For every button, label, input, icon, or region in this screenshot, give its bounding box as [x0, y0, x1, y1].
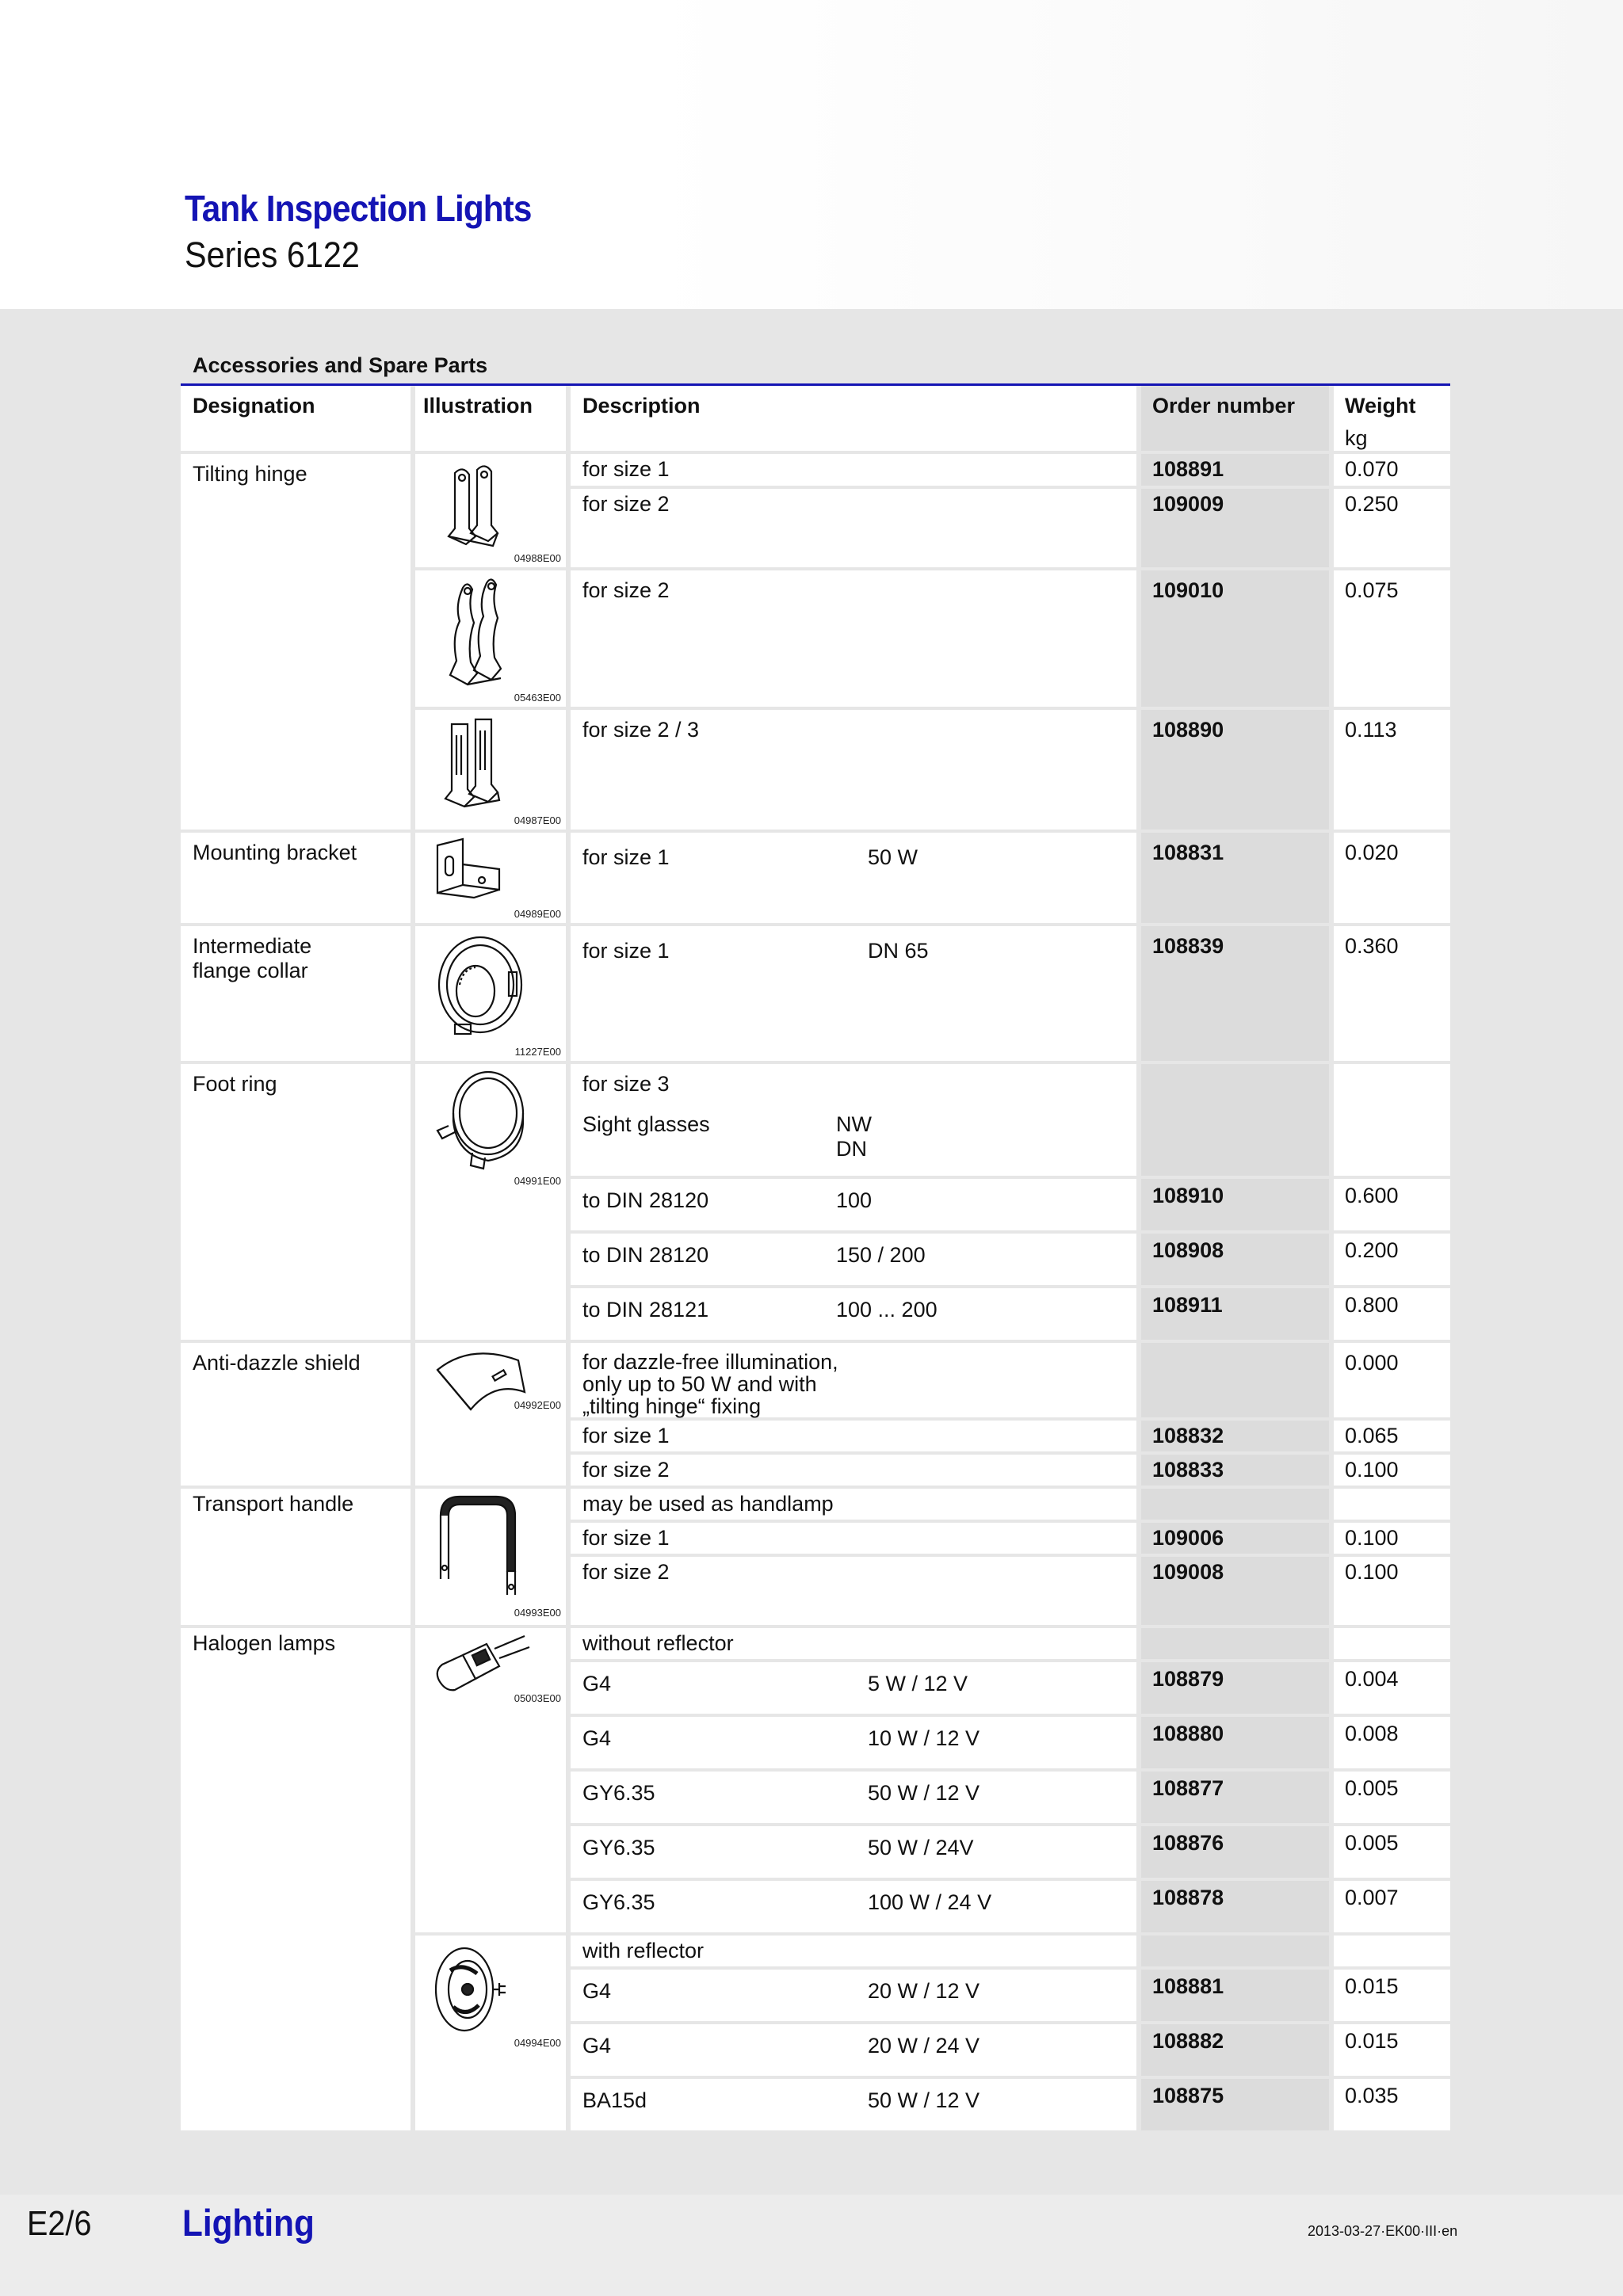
weight: 0.007	[1334, 1881, 1450, 1936]
order-number: 108831	[1141, 833, 1334, 926]
order-number: 108908	[1141, 1234, 1334, 1288]
order-number: 109008	[1141, 1557, 1334, 1628]
illustration-cell: 04992E00	[415, 1343, 571, 1489]
section-title: Accessories and Spare Parts	[193, 353, 488, 377]
illustration-cell: 05003E00	[415, 1628, 571, 1936]
description-cell: to DIN 28120 150 / 200	[571, 1234, 1141, 1288]
description-cell: for size 1 50 W	[571, 833, 1141, 926]
col-header-description: Description	[571, 386, 1141, 454]
weight: 0.000	[1334, 1343, 1450, 1421]
order-number	[1141, 1489, 1334, 1523]
description-cell: to DIN 28120 100	[571, 1179, 1141, 1234]
weight: 0.005	[1334, 1772, 1450, 1826]
description-cell: G4 20 W / 12 V	[571, 1970, 1141, 2024]
document-reference: 2013-03-27·EK00·III·en	[1308, 2223, 1458, 2239]
order-number: 108910	[1141, 1179, 1334, 1234]
table-row	[181, 1064, 1450, 1179]
illustration-cell: 05463E00	[415, 570, 571, 710]
order-number: 109010	[1141, 570, 1334, 710]
description-cell: to DIN 28121 100 ... 200	[571, 1288, 1141, 1343]
designation-flange-collar: Intermediate flange collar	[181, 926, 415, 1064]
description-cell: GY6.35 50 W / 24V	[571, 1826, 1141, 1881]
halogen-reflector-icon	[431, 1939, 542, 2042]
description-cell: for size 1	[571, 1523, 1141, 1557]
weight	[1334, 1936, 1450, 1970]
weight: 0.100	[1334, 1455, 1450, 1489]
illustration-cell: 04988E00	[415, 454, 571, 570]
order-number	[1141, 1936, 1334, 1970]
designation-foot-ring: Foot ring	[181, 1064, 415, 1343]
description-cell: may be used as handlamp	[571, 1489, 1141, 1523]
table-row	[181, 926, 1450, 1064]
order-number: 108875	[1141, 2079, 1334, 2134]
table-row	[181, 1343, 1450, 1421]
col-header-weight: Weight kg	[1334, 386, 1450, 454]
weight	[1334, 1489, 1450, 1523]
order-number: 108882	[1141, 2024, 1334, 2079]
table-header-row	[181, 386, 1450, 454]
order-number: 108878	[1141, 1881, 1334, 1936]
weight: 0.100	[1334, 1523, 1450, 1557]
order-number: 108881	[1141, 1970, 1334, 2024]
description-cell: GY6.35 50 W / 12 V	[571, 1772, 1141, 1826]
page-subtitle: Series 6122	[185, 235, 360, 275]
description-cell: with reflector	[571, 1936, 1141, 1970]
illustration-cell: 04993E00	[415, 1489, 571, 1628]
weight: 0.005	[1334, 1826, 1450, 1881]
order-number: 108880	[1141, 1717, 1334, 1772]
weight: 0.065	[1334, 1421, 1450, 1455]
weight: 0.015	[1334, 2024, 1450, 2079]
designation-halogen-lamps: Halogen lamps	[181, 1628, 415, 2134]
order-number	[1141, 1628, 1334, 1662]
description-cell: for size 2 / 3	[571, 710, 1141, 833]
order-number: 108877	[1141, 1772, 1334, 1826]
description-cell: GY6.35 100 W / 24 V	[571, 1881, 1141, 1936]
weight: 0.015	[1334, 1970, 1450, 2024]
table-row	[181, 1628, 1450, 1662]
weight: 0.800	[1334, 1288, 1450, 1343]
description-cell: G4 10 W / 12 V	[571, 1717, 1141, 1772]
illustration-cell: 04987E00	[415, 710, 571, 833]
table-row	[181, 1489, 1450, 1523]
designation-transport-handle: Transport handle	[181, 1489, 415, 1628]
tilting-hinge-icon	[431, 457, 542, 560]
tilting-hinge-icon	[431, 711, 542, 822]
description-cell: for size 2	[571, 1557, 1141, 1628]
page-number: E2/6	[27, 2204, 92, 2243]
description-cell: for dazzle-free illumination, only up to 50 W and with „tilting hinge“ fixing	[571, 1343, 1141, 1421]
description-cell: for size 1	[571, 454, 1141, 489]
weight: 0.250	[1334, 489, 1450, 570]
accessories-table	[181, 386, 1450, 2134]
tilting-hinge-icon	[431, 574, 542, 700]
order-number: 109006	[1141, 1523, 1334, 1557]
col-header-order-number: Order number	[1141, 386, 1334, 454]
illustration-cell: 04994E00	[415, 1936, 571, 2134]
illustration-cell: 11227E00	[415, 926, 571, 1064]
col-header-illustration: Illustration	[415, 386, 571, 454]
order-number	[1141, 1343, 1334, 1421]
description-cell: for size 2	[571, 570, 1141, 710]
order-number: 108833	[1141, 1455, 1334, 1489]
order-number: 108911	[1141, 1288, 1334, 1343]
weight: 0.360	[1334, 926, 1450, 1064]
order-number: 108832	[1141, 1421, 1334, 1455]
designation-tilting-hinge: Tilting hinge	[181, 454, 415, 833]
description-cell: BA15d 50 W / 12 V	[571, 2079, 1141, 2134]
order-number: 108879	[1141, 1662, 1334, 1717]
transport-handle-icon	[431, 1492, 542, 1611]
page-title: Tank Inspection Lights	[185, 188, 532, 229]
foot-ring-icon	[431, 1066, 542, 1177]
table-row	[181, 833, 1450, 926]
flange-collar-icon	[431, 929, 542, 1048]
description-cell: for size 1 DN 65	[571, 926, 1141, 1064]
order-number	[1141, 1064, 1334, 1179]
description-cell: for size 2	[571, 489, 1141, 570]
illustration-cell: 04989E00	[415, 833, 571, 926]
weight: 0.113	[1334, 710, 1450, 833]
order-number: 108876	[1141, 1826, 1334, 1881]
description-cell: for size 1	[571, 1421, 1141, 1455]
weight: 0.004	[1334, 1662, 1450, 1717]
designation-mounting-bracket: Mounting bracket	[181, 833, 415, 926]
order-number: 108839	[1141, 926, 1334, 1064]
order-number: 109009	[1141, 489, 1334, 570]
illustration-cell: 04991E00	[415, 1064, 571, 1343]
mounting-bracket-icon	[431, 837, 542, 909]
weight: 0.008	[1334, 1717, 1450, 1772]
description-cell: without reflector	[571, 1628, 1141, 1662]
weight: 0.035	[1334, 2079, 1450, 2134]
weight	[1334, 1064, 1450, 1179]
weight: 0.100	[1334, 1557, 1450, 1628]
weight	[1334, 1628, 1450, 1662]
description-cell: G4 20 W / 24 V	[571, 2024, 1141, 2079]
order-number: 108890	[1141, 710, 1334, 833]
weight: 0.070	[1334, 454, 1450, 489]
weight: 0.020	[1334, 833, 1450, 926]
weight: 0.075	[1334, 570, 1450, 710]
description-cell: G4 5 W / 12 V	[571, 1662, 1141, 1717]
order-number: 108891	[1141, 454, 1334, 489]
description-cell: for size 3 Sight glasses NW DN	[571, 1064, 1141, 1179]
col-header-designation: Designation	[181, 386, 415, 454]
weight: 0.200	[1334, 1234, 1450, 1288]
footer-section-title: Lighting	[182, 2202, 315, 2244]
table-row	[181, 454, 1450, 489]
weight: 0.600	[1334, 1179, 1450, 1234]
designation-anti-dazzle-shield: Anti-dazzle shield	[181, 1343, 415, 1489]
description-cell: for size 2	[571, 1455, 1141, 1489]
